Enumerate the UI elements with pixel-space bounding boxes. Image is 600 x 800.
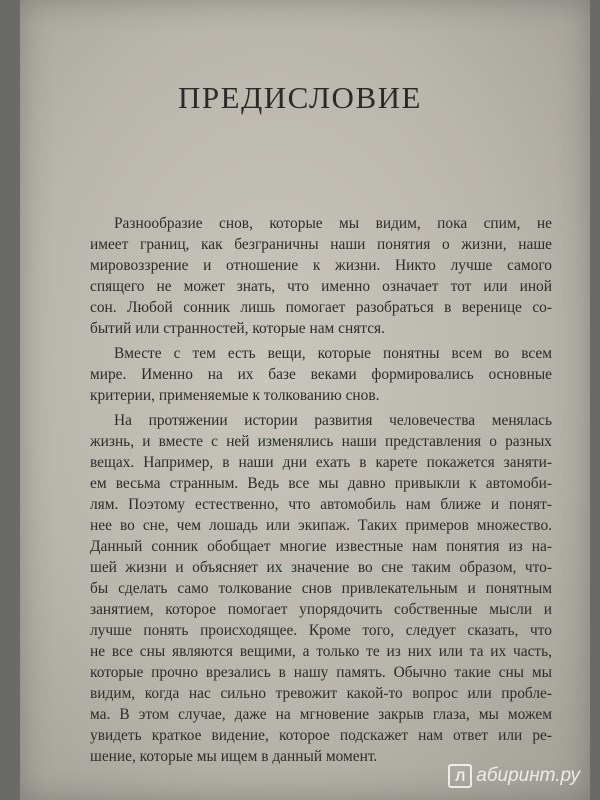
text-line: лям. Поэтому естественно, что автомобиль нам ближе и понят- (90, 496, 552, 513)
text-line: мировоззрение и отношение к жизни. Никто лучше самого (90, 257, 552, 274)
text-line: шение, которые мы ищем в данный момент. (90, 748, 378, 765)
page-title: ПРЕДИСЛОВИЕ (178, 80, 422, 115)
text-line: критерии, применяемые к толкованию снов. (90, 387, 380, 404)
text-line: сон. Любой сонник лишь помогает разобраться в веренице со- (90, 299, 552, 316)
text-line: Данный сонник обобщает многие известные нам понятия из на- (90, 538, 552, 555)
text-line: занятием, которое помогает упорядочить собственные мысли и (90, 601, 552, 618)
text-line: мире. Именно на их базе веками формировались основные (90, 366, 552, 383)
text-line: увидеть краткое видение, которое подскажет нам ответ или ре- (90, 727, 552, 744)
text-line: нее во сне, чем лошадь или экипаж. Таких примеров множество. (90, 517, 552, 534)
text-line: спящего не может знать, что именно означает тот или иной (90, 278, 552, 295)
body-text (90, 213, 552, 767)
text-line: На протяжении истории развития человечества менялась (114, 412, 552, 429)
text-line: ем весьма странным. Ведь все мы давно привыкли к автомоби- (90, 475, 552, 492)
text-line: лучше понять происходящее. Кроме того, следует сказать, что (90, 622, 552, 639)
text-line: шей жизни и объясняет их значение во сне таким образом, что- (90, 559, 552, 576)
text-line: вещах. Например, в наши дни ехать в карете покажется заняти- (90, 454, 552, 471)
watermark (448, 764, 580, 788)
text-line: ма. В этом случае, даже на мгновение закрыв глаза, мы можем (90, 706, 552, 723)
text-line: Вместе с тем есть вещи, которые понятны всем во всем (114, 345, 552, 362)
text-line: жизнь, и вместе с ней изменялись наши представления о разных (90, 433, 552, 450)
text-line: бы сделать само толкование снов привлекательным и понятным (90, 580, 552, 597)
text-line: не все сны являются вещими, а только те из них или та их часть, (90, 643, 552, 660)
watermark-text: абиринт.ру (476, 765, 580, 786)
text-line: видим, когда нас сильно тревожит какой-то вопрос или пробле- (90, 685, 552, 702)
text-line: которые прочно врезались в нашу память. Обычно такие сны мы (90, 664, 552, 681)
text-line: бытий или странностей, которые нам снятся. (90, 320, 385, 337)
text-line: имеет границ, как безграничны наши понятия о жизни, наше (90, 236, 552, 253)
book-page (20, 0, 590, 800)
labirint-logo-icon: Л (448, 764, 472, 788)
text-line: Разнообразие снов, которые мы видим, пока спим, не (114, 215, 552, 232)
